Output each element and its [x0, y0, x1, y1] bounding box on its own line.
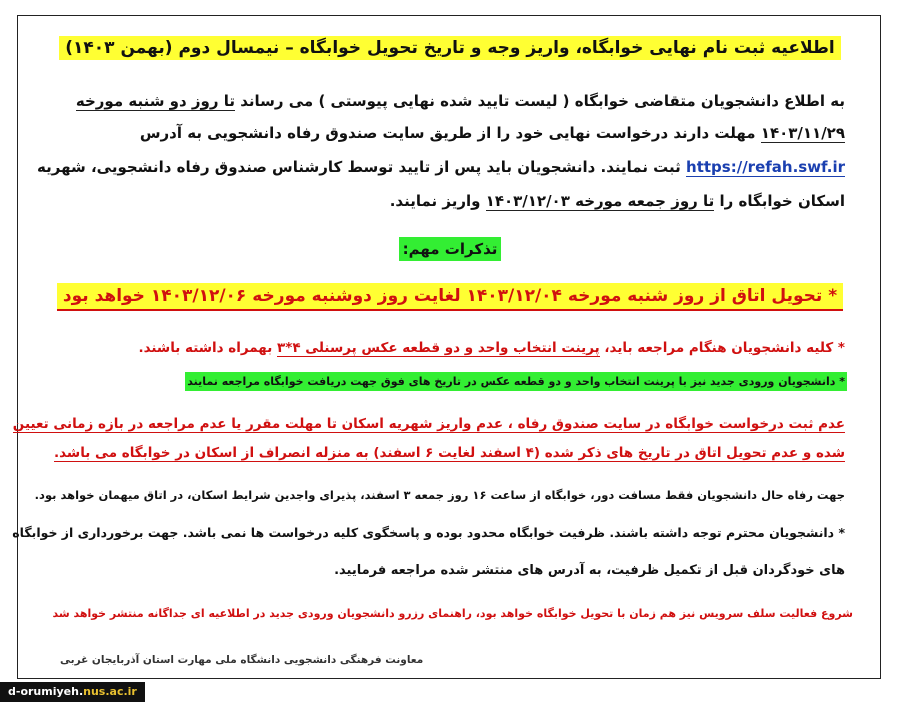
intro-line-3	[37, 158, 845, 176]
warning-text-1: عدم ثبت درخواست خوابگاه در سایت صندوق رفاه ، عدم واریز شهریه اسکان تا مهلت مقرر یا عدم مراجعه در بازه زمانی تعیین	[12, 416, 845, 432]
delivery-text: * تحویل اتاق از روز شنبه مورخه ۱۴۰۳/۱۲/۰۴ لغایت روز دوشنبه مورخه ۱۴۰۳/۱۲/۰۶ خواهد بود	[57, 283, 843, 311]
capacity-text-1: * دانشجویان محترم توجه داشته باشند. ظرفیت خوابگاه محدود بوده و پاسخگوی کلیه درخواست ها نمی باشد. جهت برخورداری از خوابگاه	[12, 525, 845, 540]
capacity-text-2: های خودگردان قبل از تکمیل ظرفیت، به آدرس های منتشر شده مراجعه فرمایید.	[334, 563, 845, 578]
refah-link[interactable]: https://refah.swf.ir	[686, 158, 845, 176]
note1-text: * کلیه دانشجویان هنگام مراجعه باید،	[599, 340, 845, 356]
intro-text: به اطلاع دانشجویان متقاضی خوابگاه ( لیست تایید شده نهایی پیوستی ) می رساند	[235, 92, 845, 110]
deadline-phrase: تا روز دو شنبه مورخه	[75, 92, 235, 110]
warning-line-1	[13, 416, 845, 432]
warning-line-2	[54, 445, 845, 461]
intro-line-4	[390, 192, 845, 210]
note1-requirements: پرینت انتخاب واحد و دو قطعه عکس پرسنلی ۴*۳	[277, 340, 600, 356]
signature	[60, 654, 423, 666]
warning-text-2: شده و عدم تحویل اتاق در تاریخ های ذکر شده (۴ اسفند لغایت ۶ اسفند) به منزله انصراف از اسکان در خوابگاه می باشد.	[54, 445, 845, 461]
distance-note	[35, 488, 845, 502]
deadline-date: ۱۴۰۳/۱۱/۲۹	[760, 124, 845, 142]
notes-heading	[0, 240, 900, 258]
note-new-students	[185, 375, 847, 388]
notes-heading-text: تذکرات مهم:	[399, 237, 502, 261]
intro-text-2: مهلت دارند درخواست نهایی خود را از طریق سایت صندوق رفاه دانشجویی به آدرس	[139, 124, 761, 142]
note1-tail: بهمراه داشته باشند.	[138, 340, 277, 356]
intro-text-4: اسکان خوابگاه را	[714, 192, 845, 210]
site-domain: nus.ac.ir	[83, 685, 137, 698]
self-service-note	[53, 607, 854, 620]
capacity-line-2	[334, 563, 845, 578]
note2-text: * دانشجویان ورودی جدید نیز با پرینت انتخاب واحد و دو قطعه عکس در تاریخ های فوق جهت دریافت خوابگاه مراجعه نمایند	[185, 372, 847, 391]
notice-title	[0, 38, 900, 58]
delivery-notice	[0, 286, 900, 306]
intro-text-3: ثبت نمایند. دانشجویان باید پس از تایید توسط کارشناس صندوق رفاه دانشجویی، شهریه	[37, 158, 687, 176]
distance-note-text: جهت رفاه حال دانشجویان فقط مسافت دور، خوابگاه از ساعت ۱۶ روز جمعه ۳ اسفند، پذیرای واجدین شرایط اسکان، در اتاق میهمان خواهد بود.	[34, 488, 845, 502]
payment-deadline: تا روز جمعه مورخه ۱۴۰۳/۱۲/۰۳	[485, 192, 715, 210]
site-prefix: d-orumiyeh.	[8, 685, 84, 698]
site-badge[interactable]	[0, 682, 145, 702]
intro-line-1	[76, 92, 845, 110]
intro-text-5: واریز نمایند.	[389, 192, 486, 210]
intro-line-2	[140, 124, 845, 142]
title-text: اطلاعیه ثبت نام نهایی خوابگاه، واریز وجه و تاریخ تحویل خوابگاه – نیمسال دوم (بهمن ۱۴۰۳)	[59, 36, 840, 60]
capacity-line-1	[12, 525, 845, 540]
note-documents	[138, 340, 845, 356]
signature-text: معاونت فرهنگی دانشجویی دانشگاه ملی مهارت استان آذربایجان غربی	[60, 654, 424, 666]
self-service-text: شروع فعالیت سلف سرویس نیز هم زمان با تحویل خوابگاه خواهد بود، راهنمای رزرو دانشجویان ورودی جدید در اطلاعیه ای جداگانه منتشر خواهد شد	[52, 607, 853, 620]
